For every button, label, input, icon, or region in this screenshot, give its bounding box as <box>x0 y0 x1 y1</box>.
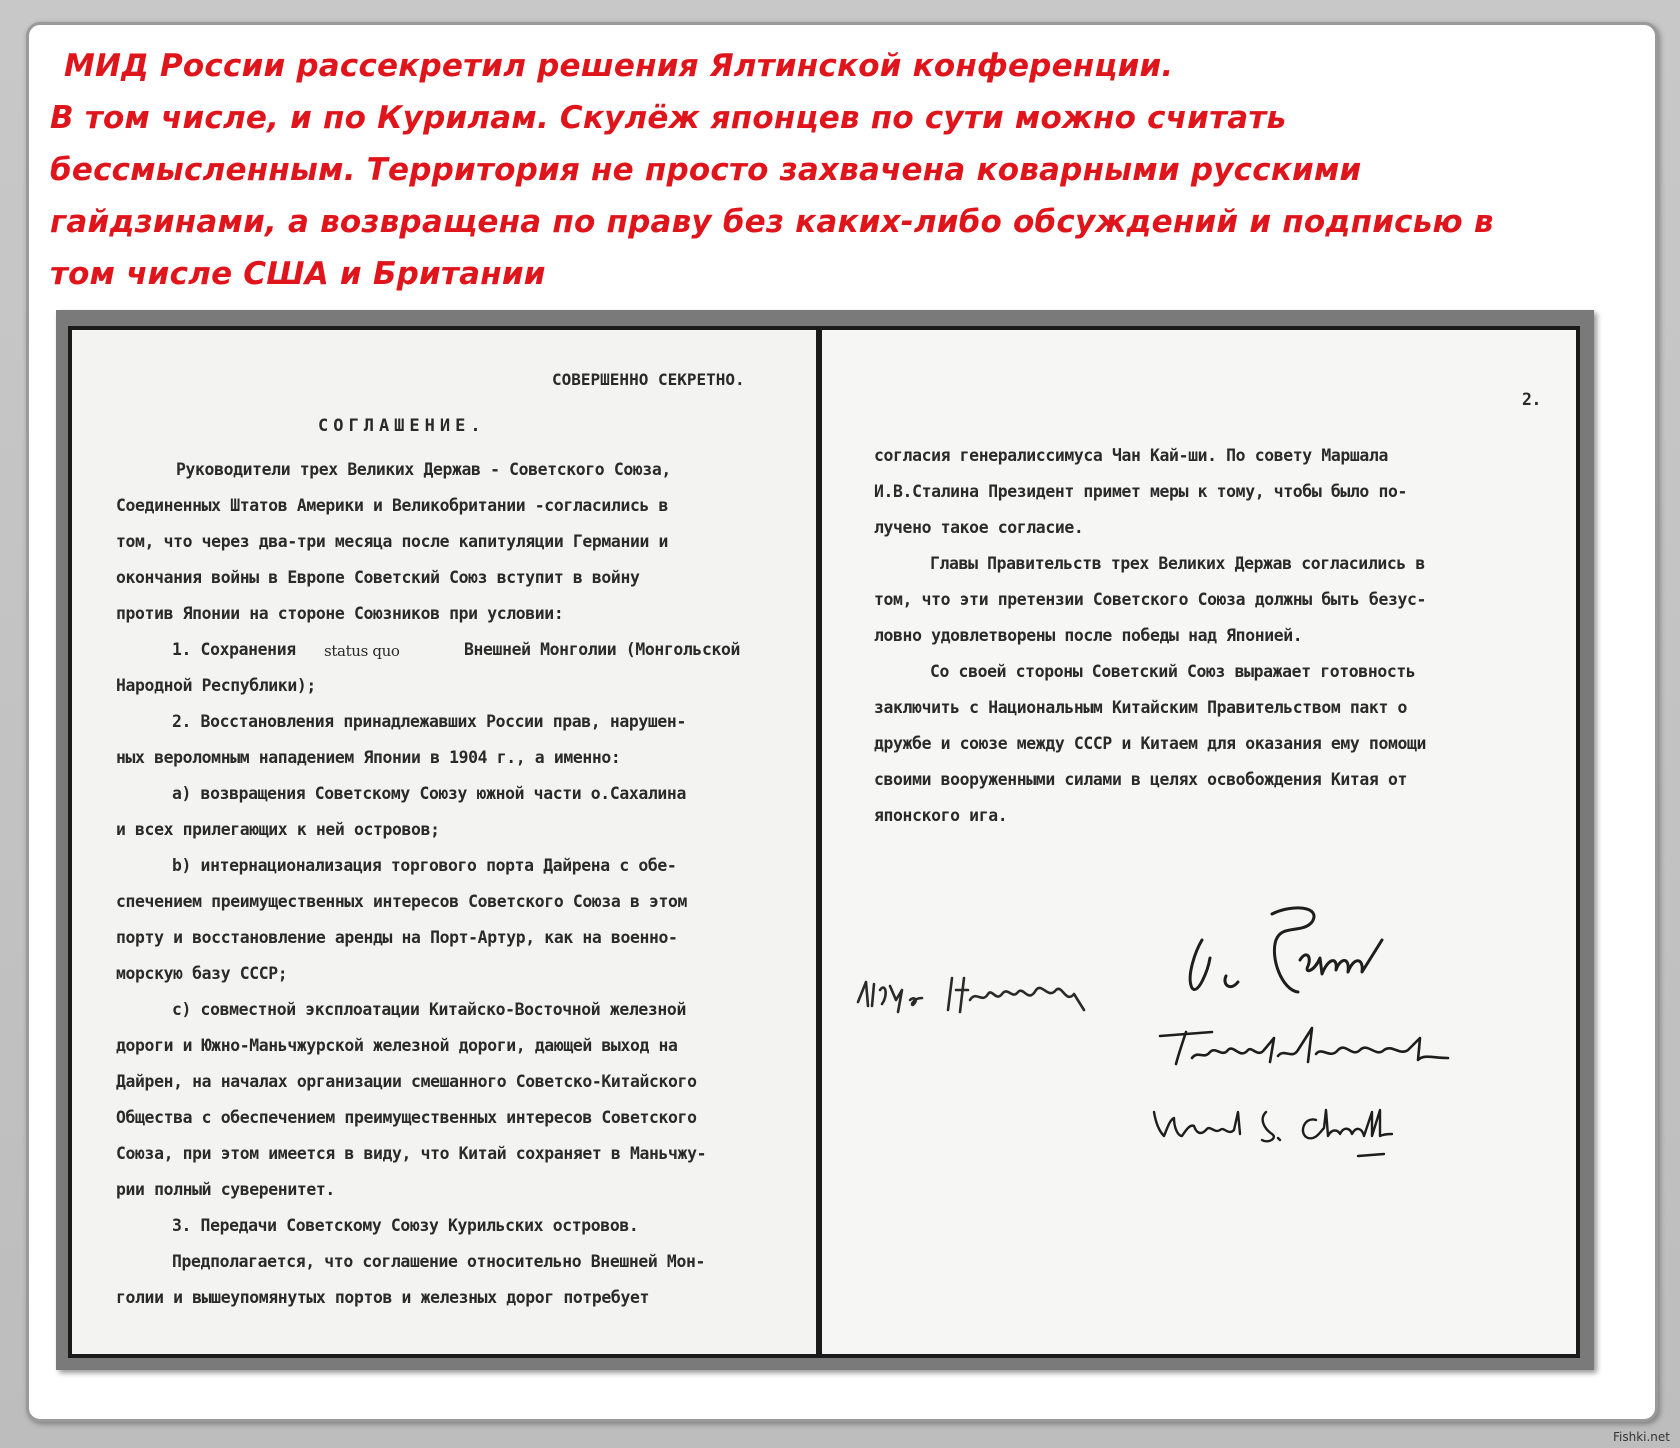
document-line: 1. Сохранения <box>172 640 296 659</box>
document-line: Внешней Монголии (Монгольской <box>464 640 741 659</box>
document-line: лучено такое согласие. <box>874 518 1084 537</box>
document-line: И.В.Сталина Президент примет меры к тому, чтобы было по- <box>874 482 1408 501</box>
document-line: с) совместной эксплоатации Китайско-Восточной железной <box>172 1000 686 1019</box>
document-line: 3. Передачи Советскому Союзу Курильских островов. <box>172 1216 639 1235</box>
headline-line: МИД России рассекретил решения Ялтинской конференции. <box>64 48 1174 84</box>
document-line: заключить с Национальным Китайским Правительством пакт о <box>874 698 1408 717</box>
document-line: Народной Республики); <box>116 676 316 695</box>
document-line: согласия генералиссимуса Чан Кай-ши. По совету Маршала <box>874 446 1388 465</box>
document-line: ловно удовлетворены после победы над Японией. <box>874 626 1303 645</box>
stalin-signature <box>1172 900 1432 1010</box>
document-line: голии и вышеупомянутых портов и железных дорог потребует <box>116 1288 650 1307</box>
document-line: порту и восстановление аренды на Порт-Артур, как на военно- <box>116 928 678 947</box>
document-line: b) интернационализация торгового порта Дайрена с обе- <box>172 856 677 875</box>
document-photo-frame <box>56 310 1594 1370</box>
document-line: Предполагается, что соглашение относительно Внешней Мон- <box>172 1252 706 1271</box>
document-line: Руководители трех Великих Держав - Советского Союза, <box>176 460 671 479</box>
document-line: рии полный суверенитет. <box>116 1180 335 1199</box>
document-page-2 <box>822 330 1576 1354</box>
headline-line: В том числе, и по Курилам. Скулёж японцев по сути можно считать <box>50 100 1287 136</box>
document-line: против Японии на стороне Союзников при условии: <box>116 604 564 623</box>
handwritten-date <box>852 960 1112 1030</box>
document-line: и всех прилегающих к ней островов; <box>116 820 440 839</box>
churchill-signature <box>1148 1090 1468 1160</box>
document-line: а) возвращения Советскому Союзу южной части о.Сахалина <box>172 784 686 803</box>
document-line: том, что эти претензии Советского Союза должны быть безус- <box>874 590 1427 609</box>
document-page-1 <box>72 330 816 1354</box>
headline <box>50 40 1630 300</box>
document-photo <box>68 326 1580 1358</box>
document-line: Соединенных Штатов Америки и Великобритании -согласились в <box>116 496 669 515</box>
headline-line: том числе США и Британии <box>50 256 546 292</box>
document-line: Союза, при этом имеется в виду, что Китай сохраняет в Маньчжу- <box>116 1144 707 1163</box>
document-line: японского ига. <box>874 806 1008 825</box>
document-title: СОГЛАШЕНИЕ. <box>318 416 486 436</box>
document-line-status-quo: status quo <box>324 642 400 660</box>
document-line: дружбе и союзе между СССР и Китаем для оказания ему помощи <box>874 734 1427 753</box>
document-line: Дайрен, на началах организации смешанного Советско-Китайского <box>116 1072 697 1091</box>
document-line: ных вероломным нападением Японии в 1904 г., а именно: <box>116 748 621 767</box>
document-line: 2. Восстановления принадлежавших России прав, нарушен- <box>172 712 686 731</box>
roosevelt-signature <box>1152 1010 1482 1080</box>
document-line: Общества с обеспечением преимущественных интересов Советского <box>116 1108 697 1127</box>
document-line: том, что через два-три месяца после капитуляции Германии и <box>116 532 669 551</box>
document-line: дороги и Южно-Маньчжурской железной дороги, дающей выход на <box>116 1036 678 1055</box>
document-line: Со своей стороны Советский Союз выражает готовность <box>930 662 1416 681</box>
document-line: своими вооруженными силами в целях освобождения Китая от <box>874 770 1408 789</box>
headline-line: гайдзинами, а возвращена по праву без каких-либо обсуждений и подписью в <box>50 204 1494 240</box>
document-line: окончания войны в Европе Советский Союз вступит в войну <box>116 568 640 587</box>
page-number: 2. <box>1522 390 1542 409</box>
headline-line: бессмысленным. Территория не просто захвачена коварными русскими <box>50 152 1362 188</box>
document-line: спечением преимущественных интересов Советского Союза в этом <box>116 892 688 911</box>
classification-stamp: СОВЕРШЕННО СЕКРЕТНО. <box>552 370 745 389</box>
site-watermark: Fishki.net <box>1612 1430 1670 1444</box>
document-line: Главы Правительств трех Великих Держав согласились в <box>930 554 1425 573</box>
document-line: морскую базу СССР; <box>116 964 288 983</box>
